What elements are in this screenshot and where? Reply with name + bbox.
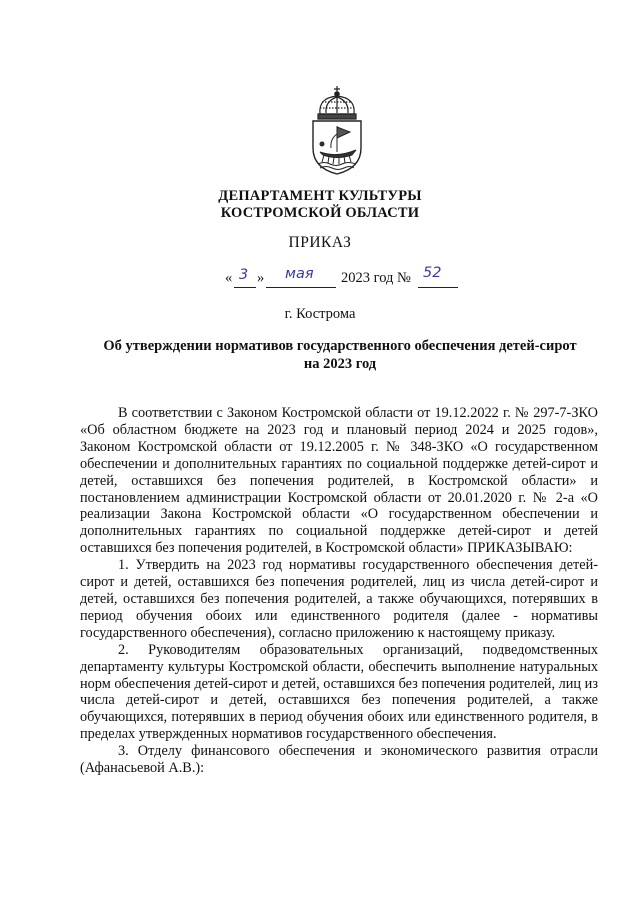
number-underline bbox=[418, 287, 458, 288]
preamble-paragraph: В соответствии с Законом Костромской области от 19.12.2022 г. № 297-7-ЗКО «Об областном бюджете на 2023 год и плановый период 2024 и 2025 годов», Законом Костромской области от 19.12.2005 г. № 348-ЗКО «О государственном обеспечении и дополнительных гарантиях по социальной поддержке детей-сирот и детей, оставшихся без попечения родителей, в Костромской области» и постановлением администрации Костромской области от 20.01.2020 г. № 2-а «О реализации Закона Костромской области «О государственном обеспечении и дополнительных гарантиях по социальной поддержке детей-сирот и детей оставшихся без попечения родителей, в Костромской области» ПРИКАЗЫВАЮ: bbox=[80, 405, 598, 557]
handwritten-number: 52 bbox=[423, 265, 442, 281]
order-subject bbox=[80, 337, 600, 373]
order-date-line bbox=[0, 265, 640, 290]
coat-of-arms-icon bbox=[300, 84, 374, 176]
handwritten-month: мая bbox=[285, 266, 314, 282]
order-body bbox=[80, 405, 598, 777]
order-subject-line1: Об утверждении нормативов государственного обеспечения детей-сирот bbox=[103, 338, 577, 354]
department-name-line2: КОСТРОМСКОЙ ОБЛАСТИ bbox=[220, 205, 420, 221]
order-subject-line2: на 2023 год bbox=[303, 356, 377, 372]
department-name-line1: ДЕПАРТАМЕНТ КУЛЬТУРЫ bbox=[218, 188, 422, 204]
date-close-quote: » bbox=[257, 270, 265, 286]
clause-2-paragraph: 2. Руководителям образовательных организаций, подведомственных департаменту культуры Костромской области, обеспечить выполнение натуральных норм обеспечения детей-сирот и детей, оставшихся без попечения родителей, лиц из числа детей-сирот и детей, оставшихся без попечения родителей, а также обучающихся, потерявших в период обучения обоих или единственного родителя, в пределах утвержденных нормативов государственного обеспечения. bbox=[80, 641, 598, 743]
clause-1-paragraph: 1. Утвердить на 2023 год нормативы государственного обеспечения детей-сирот и детей, оставшихся без попечения родителей, лиц из числа детей-сирот и детей, оставшихся без попечения родителей, а также обучающихся, потерявших в период обучения обоих или единственного родителя (далее - нормативы государственного обеспечения), согласно приложению к настоящему приказу. bbox=[80, 557, 598, 641]
handwritten-day: 3 bbox=[239, 267, 249, 283]
day-underline bbox=[234, 287, 256, 288]
date-open-quote: « bbox=[225, 270, 233, 286]
year-and-number-label: 2023 год № bbox=[341, 270, 411, 286]
document-title: ПРИКАЗ bbox=[288, 234, 352, 251]
month-underline bbox=[266, 287, 336, 288]
clause-3-paragraph: 3. Отделу финансового обеспечения и экономического развития отрасли (Афанасьевой А.В.): bbox=[80, 743, 598, 777]
city: г. Кострома bbox=[284, 306, 356, 322]
